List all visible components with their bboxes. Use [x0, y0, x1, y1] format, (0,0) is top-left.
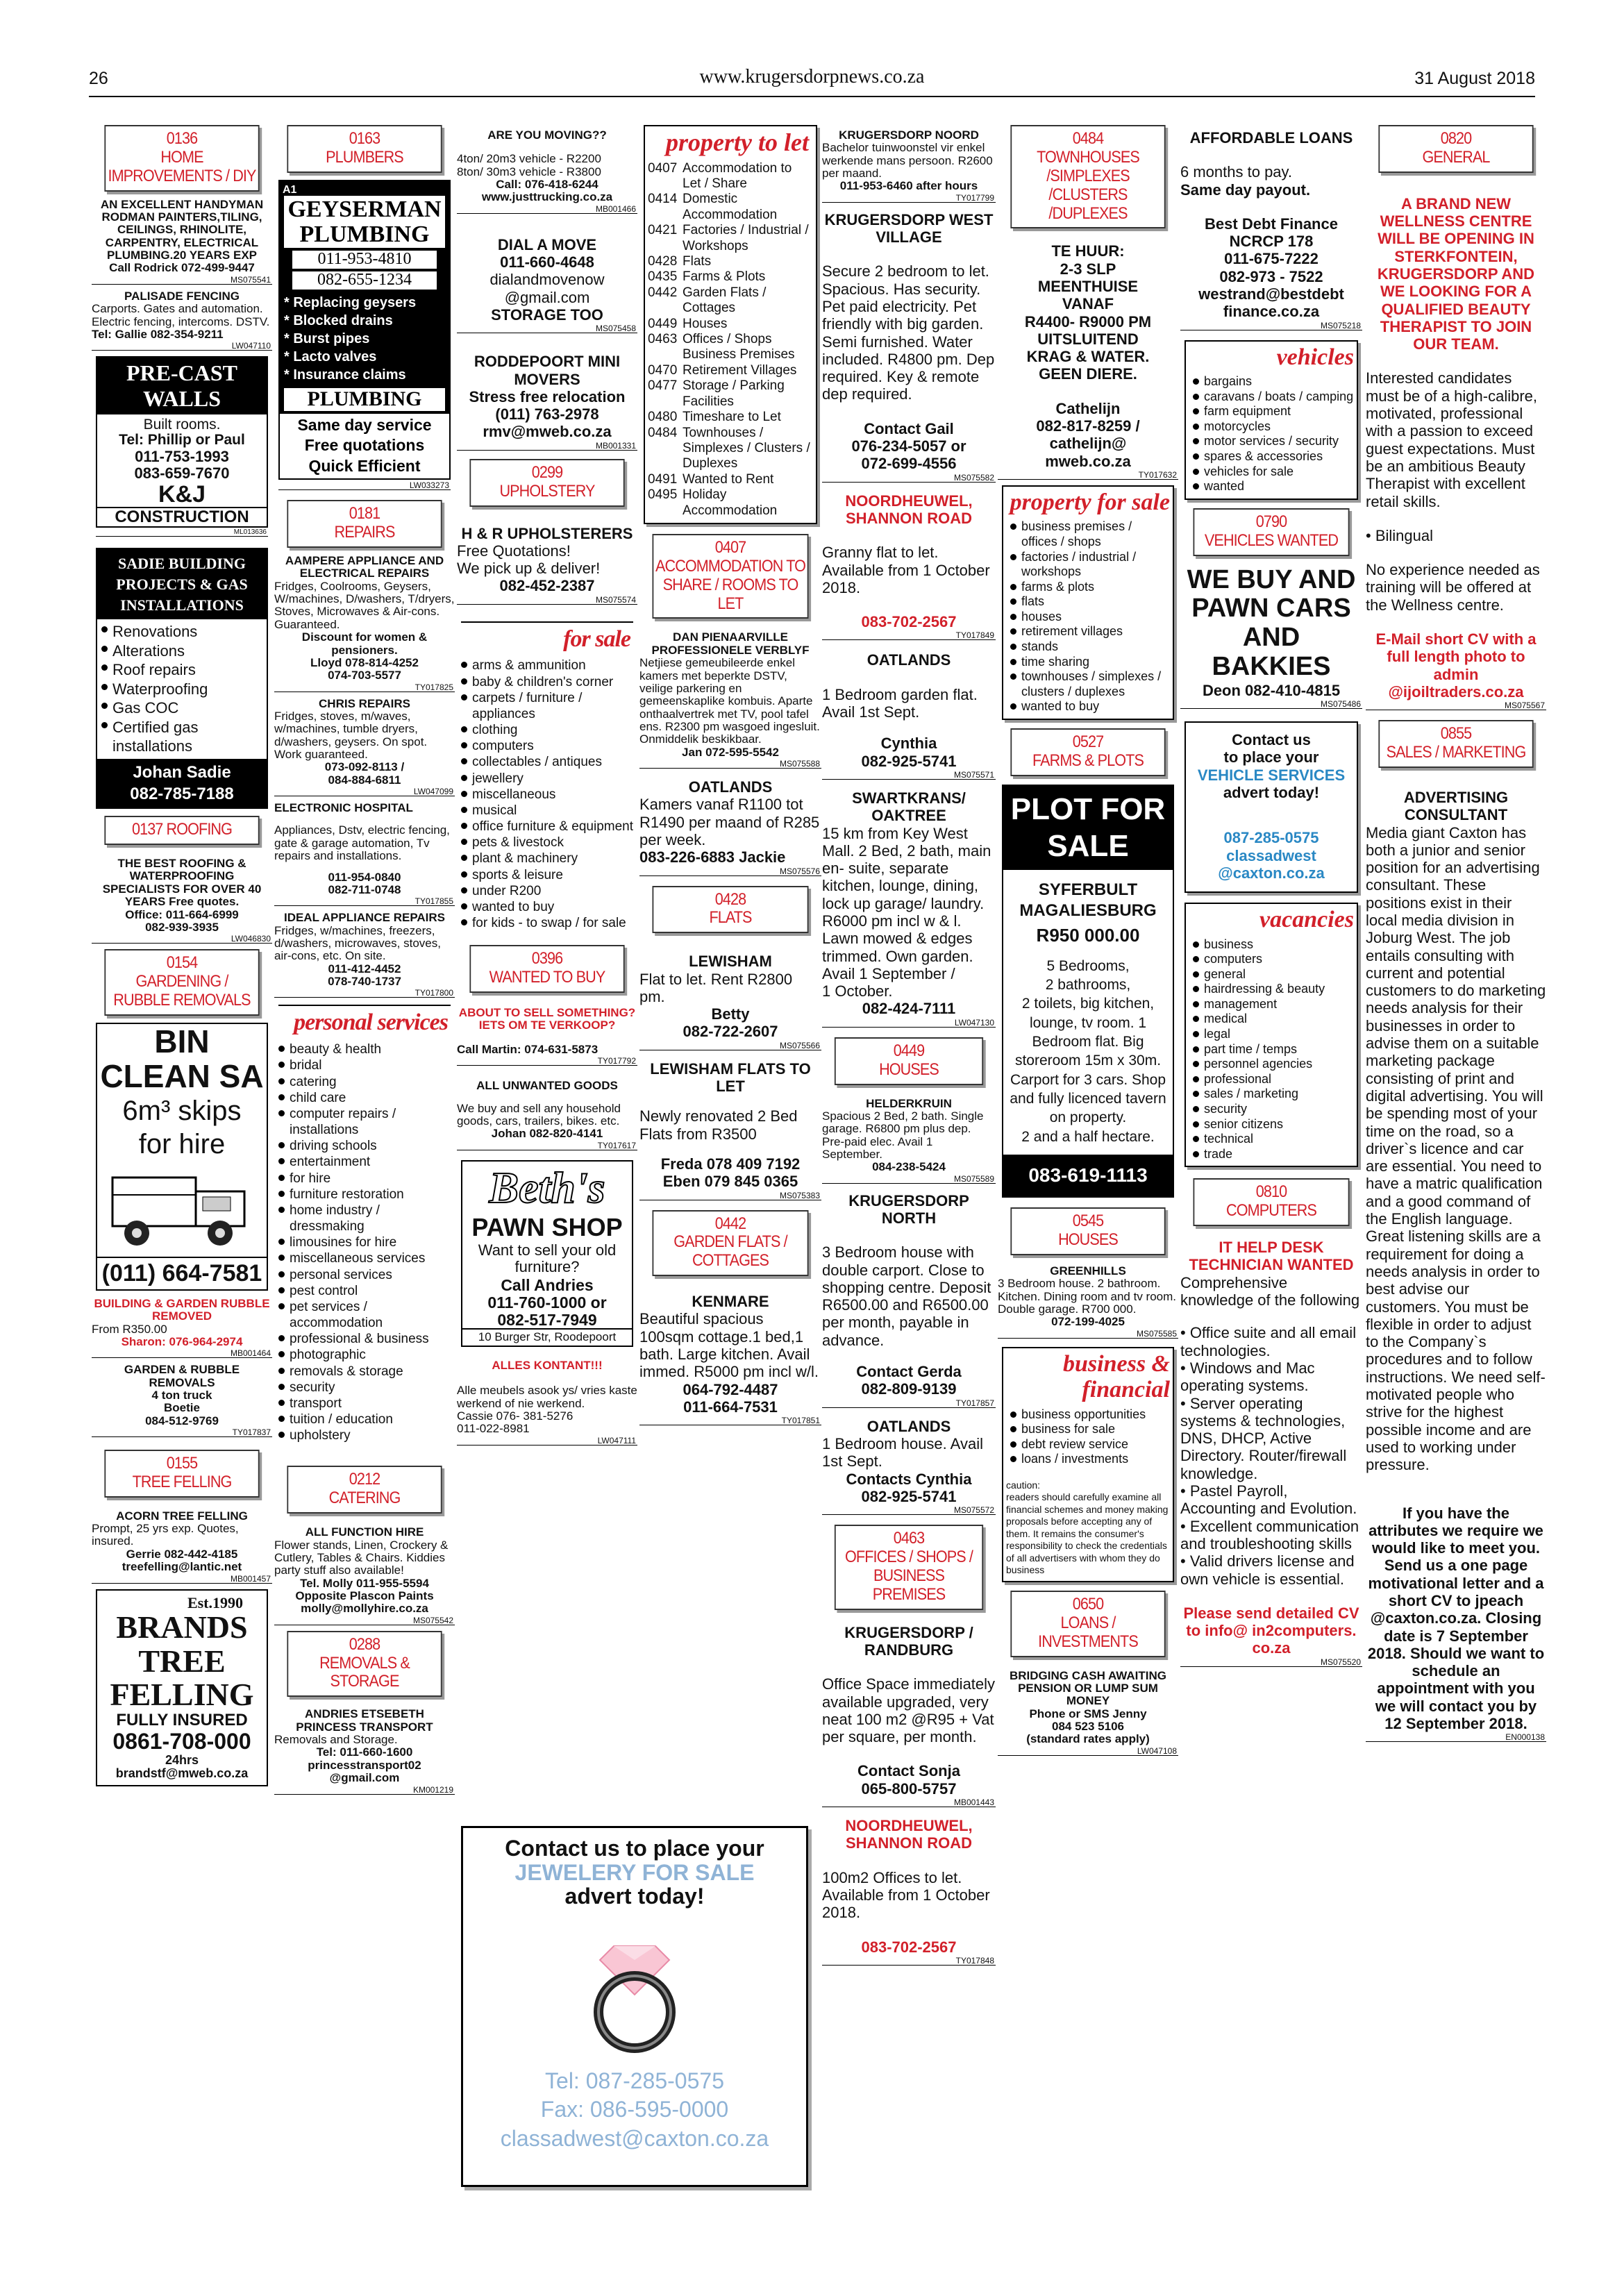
- classified-ad: KRUGERSDORP NORTH 3 Bedroom house with double carport. Close to shopping centre. Deposit R6500.00 and R6500.00 per month, payable in advance. Contact Gerda 082-809-9139 TY017857: [822, 1191, 994, 1408]
- classified-ad: KRUGERSDORP / RANDBURG Office Space immediately available upgraded, very neat 100 m2 @R95 + Vat per square, per month. Contact Sonja 065-800-5757 MB001443: [822, 1623, 996, 1808]
- category-header: 0442 GARDEN FLATS / COTTAGES: [653, 1210, 809, 1277]
- classified-ad: A BRAND NEW WELLNESS CENTRE WILL BE OPENING IN STERKFONTEIN, KRUGERSDORP AND WE LOOKING FOR A QUALIFIED BEAUTY THERAPIST TO JOIN OUR TEAM. Interested candidates must be of a high-calibre, motivated, professional with a passion to exceed guest expectations. Must be an ambitious Beauty Therapist with excellent retail skills. • Bilingual No experience needed as training will be offered at the Wellness centre. E-Mail short CV with a full length photo to admin @ijoiltraders.co.za MS075567: [1366, 194, 1545, 711]
- category-header: 0428 FLATS: [653, 886, 809, 934]
- category-header: 0163 PLUMBERS: [287, 125, 442, 173]
- column-1: 0136 HOME IMPROVEMENTS / DIY AN EXCELLENT HANDYMAN RODMAN PAINTERS,TILING, CEILINGS, RHINOLITE, CARPENTRY, ELECTRICAL PLUMBING.20 YEARS EXP Call Rodrick 072-499-9447 MS075541 PALISADE FENCING Carports. Gates and automation. Electric fencing, intercoms. DSTV. Tel: Gallie 082-354-9211 LW047110 PRE-CAST WALLS Built rooms. Tel: Phillip or Paul 011-753-1993 083-659-7670 K&J CONSTRUCTION ML013636 SADIE BUILDING PROJECTS & GAS INSTALLATIONS Renovations Alterations Roof repairs Waterproofing Gas COC Certified gas installations Johan Sadie 082-785-7188 0137 ROOFING THE BEST ROOFING & WATERPROOFING SPECIALISTS FOR OVER 40 YEARS Free quotes. Office: 011-664-6999 082-939-3935 LW046830 0154 GARDENING / RUBBLE REMOVALS BIN CLEAN SA 6m³ skips for hire (011) 664-7581 BUILDING & GARDEN RUBBLE REMOVED From R350.00 Sharon: 076-964-2974 MB001464 GARDEN & RUBBLE REMOVALS 4 ton truck Boetie 084-512-9769 TY017837 0155 TREE FELLING ACORN TREE FELLING Prompt, 25 yrs exp. Quotes, insured. Gerrie 082-442-4185 treefelling@lantic.net MB001457 Est.1990 BRANDS TREE FELLING FULLY INSURED 0861-708-000 24hrs brandstf@mweb.co.za: [92, 125, 272, 1793]
- classified-ad: OATLANDS 1 Bedroom house. Avail 1st Sept. Contacts Cynthia 082-925-5741 MS075572: [822, 1417, 994, 1516]
- category-header: 0449 HOUSES: [835, 1037, 983, 1085]
- display-ad-plot-for-sale: PLOT FOR SALE SYFERBULT MAGALIESBURG R950 000.00 5 Bedrooms, 2 bathrooms, 2 toilets, big kitchen, lounge, tv room. 1 Bedroom flat. Big storeroom 15m x 30m. Carport for 3 cars. Shop and fully licenced tavern on property. 2 and a half hectare. 083-619-1113: [1002, 785, 1174, 1198]
- category-header: 0527 FARMS & PLOTS: [1010, 728, 1165, 776]
- classified-ad: HELDERKRUIN Spacious 2 Bed, 2 bath. Single garage. R6800 pm plus dep. Pre-paid elec. Avail 1 September. 084-238-5424 MS075589: [822, 1096, 994, 1184]
- category-header: 0545 HOUSES: [1010, 1207, 1165, 1255]
- classified-ad: ARE YOU MOVING?? 4ton/ 20m3 vehicle - R2200 8ton/ 30m3 vehicle - R3800 Call: 076-418-6244 www.justtrucking.co.za MB001466: [457, 128, 636, 214]
- classified-ad: NOORDHEUWEL, SHANNON ROAD 100m2 Offices to let. Available from 1 October 2018. 083-702-2567 TY017848: [822, 1817, 994, 1966]
- category-header: 0212 CATERING: [287, 1466, 442, 1514]
- category-header: 0154 GARDENING / RUBBLE REMOVALS: [104, 949, 259, 1016]
- property-for-sale-index: property for sale business premises / offices / shops factories / industrial / workshops farms & plots flats houses retirement villages stands time sharing townhouses / simplexes / clusters / duplexes wanted to buy: [1002, 485, 1174, 720]
- classified-ad: PALISADE FENCING Carports. Gates and automation. Electric fencing, intercoms. DSTV. Tel: Gallie 082-354-9211 LW047110: [92, 289, 271, 351]
- classified-ad: TE HUUR: 2-3 SLP MEENTHUISE VANAF R4400- R9000 PM UITSLUITEND KRAG & WATER. GEEN DIERE. Cathelijn 082-817-8259 / cathelijn@ mweb.co.za TY017632: [998, 242, 1178, 480]
- category-header: 0155 TREE FELLING: [104, 1450, 259, 1498]
- classified-ad: ELECTRONIC HOSPITAL Appliances, Dstv, electric fencing, gate & garage automation, Tv repairs and installations. 011-954-0840 082-711-0748 TY017855: [274, 801, 453, 907]
- display-ad-brands: Est.1990 BRANDS TREE FELLING FULLY INSURED 0861-708-000 24hrs brandstf@mweb.co.za: [96, 1589, 268, 1786]
- section-index: arms & ammunition baby & children's corner carpets / furniture / appliances clothing computers collectables / antiques jewellery miscellaneous musical office furniture & equipment pets & livestock plant & machinery sports & leisure under R200 wanted to buy for kids - to swap / for sale: [457, 657, 637, 931]
- classified-ad: RODDEPOORT MINI MOVERS Stress free relocation (011) 763-2978 rmv@mweb.co.za MB001331: [457, 353, 637, 450]
- category-header: 0484 TOWNHOUSES /SIMPLEXES /CLUSTERS /DUPLEXES: [1010, 125, 1165, 228]
- classified-ad: LEWISHAM Flat to let. Rent R2800 pm. Betty 082-722-2607 MS075566: [639, 953, 820, 1050]
- classified-ad: ADVERTISING CONSULTANT Media giant Caxton has both a junior and senior position for an advertising consultant. These positions exist in their local media division in Joburg West. The job entails consulting with current and potential customers to do marketing needs analysis for their businesses in order to advise them on a suitable marketing package consisting of print and digital advertising. You will be spending most of your time on the road, so a driver`s licence and car are essential. You need to have a matric qualification and a good command of the English language. Great listening skills are a requirement for doing a needs analysis in order to best advise our customers. You must be flexible in order to adjust to the Company`s procedures and to follow instructions. We need self-motivated people who strive for the highest possible income and are used to working under pressure. If you have the attributes we require we would like to meet you. Send us a one page motivational letter and a short CV to jpeach @caxton.co.za. Closing date is 7 September 2018. Should we want to schedule an appointment with you we will contact you by 12 September 2018. EN000138: [1366, 788, 1546, 1743]
- category-header: 0820 GENERAL: [1378, 125, 1533, 173]
- section-index: beauty & health bridal catering child care computer repairs / installations driving schools entertainment for hire furniture restoration home industry / dressmaking limousines for hire miscellaneous services personal services pest control pet services / accommodation professional & business photographic removals & storage security transport tuition / education upholstery: [274, 1041, 455, 1443]
- category-header: 0650 LOANS / INVESTMENTS: [1010, 1591, 1165, 1657]
- display-ad-beths-pawn: Beth's PAWN SHOP Want to sell your old furniture? Call Andries 011-760-1000 or 082-517-7949 10 Burger Str, Roodepoort: [461, 1160, 633, 1347]
- classified-ad: DAN PIENAARVILLE PROFESSIONELE VERBLYF Netjiese gemeubileerde enkel kamers met beperkte DSTV, veilige parkering en gemeenskaplike kombuis. Aparte onthaalvertrek met TV, pool tafel ens. R2300 pm wasgoed ingesluit. Onmiddelik beskikbaar. Jan 072-595-5542 MS075588: [639, 630, 820, 769]
- classified-ad: IT HELP DESK TECHNICIAN WANTED Comprehensive knowledge of the following • Office suite and all email technologies. • Windows and Mac operating systems. • Server operating systems & technologies, DNS, DHCP, Active Directory. Router/firewall knowledge. • Pastel Payroll, Accounting and Evolution. • Excellent communication and troubleshooting skills • Valid drivers license and own vehicle is essential. Please send detailed CV to info@ in2computers. co.za MS075520: [1180, 1239, 1361, 1667]
- category-header: 0810 COMPUTERS: [1194, 1178, 1350, 1226]
- classified-ad: WE BUY AND PAWN CARS AND BAKKIES Deon 082-410-4815 MS075486: [1180, 566, 1362, 709]
- page-header: [89, 66, 1535, 97]
- section-index: 0407 Accommodation to Let / Share 0414 Domestic Accommodation 0421 Factories / Industrial / Workshops 0428 Flats 0435 Farms & Plots 0442 Garden Flats / Cottages 0449 Houses 0463 Offices / Shops Business Premises 0470 Retirement Villages 0477 Storage / Parking Facilities 0480 Timeshare to Let 0484 Townhouses / Simplexes / Clusters / Duplexes 0491 Wanted to Rent 0495 Holiday Accommodation: [648, 160, 810, 518]
- section-index: bargains caravans / boats / camping farm equipment motorcycles motor services / security spares & accessories vehicles for sale wanted: [1204, 374, 1354, 494]
- display-ad-precast: PRE-CAST WALLS Built rooms. Tel: Phillip or Paul 011-753-1993 083-659-7670 K&J CONSTRUCTION: [96, 356, 268, 528]
- display-ad-sadie: SADIE BUILDING PROJECTS & GAS INSTALLATIONS Renovations Alterations Roof repairs Waterproofing Gas COC Certified gas installations Johan Sadie 082-785-7188: [96, 548, 268, 809]
- classified-ad: OATLANDS Kamers vanaf R1100 tot R1490 per maand of R285 per week. 083-226-6883 Jackie MS075576: [639, 778, 820, 876]
- classified-ad: KRUGERSDORP WEST VILLAGE Secure 2 bedroom to let. Spacious. Has security. Pet paid electricity. Pet friendly with big garden. Semi furnished. Water included. R4800 pm. Dep required. Key & remote dep required. Contact Gail 076-234-5057 or 072-699-4556 MS075582: [822, 210, 995, 483]
- classified-ad: H & R UPHOLSTERERS Free Quotations! We pick up & deliver! 082-452-2387 MS075574: [457, 524, 636, 605]
- classified-ad: ALLES KONTANT!!! Alle meubels asook ys/ vries kaste werkend of nie werkend. Cassie 076- 381-5276 011-022-8981 LW047111: [457, 1358, 637, 1446]
- classified-ad: LEWISHAM FLATS TO LET Newly renovated 2 Bed Flats from R3500 Freda 078 409 7192 Eben 079 845 0365 MS075383: [639, 1059, 820, 1200]
- section-index: business opportunities business for sale debt review service loans / investments: [1006, 1407, 1170, 1467]
- category-header: 0288 REMOVALS & STORAGE: [287, 1631, 442, 1698]
- category-header: 0790 VEHICLES WANTED: [1194, 508, 1350, 556]
- category-header: 0463 OFFICES / SHOPS / BUSINESS PREMISES: [835, 1525, 983, 1610]
- vehicles-index: vehicles bargains caravans / boats / camping farm equipment motorcycles motor services / security spares & accessories vehicles for sale wanted: [1184, 340, 1358, 500]
- classified-ad: AFFORDABLE LOANS 6 months to pay. Same day payout. Best Debt Finance NCRCP 178 011-675-7222 082-973 - 7522 westrand@bestdebt finance.co.za MS075218: [1180, 129, 1361, 330]
- classified-ad: BRIDGING CASH AWAITING PENSION OR LUMP SUM MONEY Phone or SMS Jenny 084 523 5106 (standard rates apply) LW047108: [998, 1670, 1178, 1756]
- issue-date: 31 August 2018: [1414, 69, 1535, 88]
- display-ad-binclean: BIN CLEAN SA 6m³ skips for hire (011) 664-7581: [96, 1023, 268, 1291]
- column-6: [998, 125, 1178, 1761]
- classified-ad: ACORN TREE FELLING Prompt, 25 yrs exp. Quotes, insured. Gerrie 082-442-4185 treefelling@lantic.net MB001457: [92, 1509, 271, 1584]
- classified-ad: NOORDHEUWEL, SHANNON ROAD Granny flat to let. Available from 1 October 2018. 083-702-2567 TY017849: [822, 492, 994, 641]
- section-title: for sale: [461, 621, 633, 655]
- display-ad-geyserman: A1 GEYSERMAN PLUMBING 011-953-4810 082-655-1234 * Replacing geysers * Blocked drains * Burst pipes * Lacto valves * Insurance claims PLUMBING Same day service Free quotations Quick Efficient: [278, 180, 451, 480]
- category-header: 0855 SALES / MARKETING: [1378, 720, 1533, 768]
- classified-ad: SWARTKRANS/ OAKTREE 15 km from Key West Mall. 2 Bed, 2 bath, main en- suite, separate kitchen, lounge, dining, lock up garage/ laundry. R6000 pm incl w & l. Lawn mowed & edges trimmed. Own garden. Avail 1 September / 1 October. 082-424-7111 LW047130: [822, 789, 994, 1028]
- column-3: [457, 125, 637, 1451]
- category-header: 0299 UPHOLSTERY: [469, 459, 624, 507]
- classified-ad: AAMPERE APPLIANCE AND ELECTRICAL REPAIRS Fridges, Coolrooms, Geysers, W/machines, D/washers, T/dryers, Stoves, Microwaves & Air-cons. Guaranteed. Discount for women & pensioners. Lloyd 078-814-4252 074-703-5577 TY017825: [274, 554, 455, 692]
- classified-ad: KRUGERSDORP NOORD Bachelor tuinwoonstel vir enkel werkende mans persoon. R2600 per maand. 011-953-6460 after hours TY017799: [822, 128, 994, 203]
- classified-ad: IDEAL APPLIANCE REPAIRS Fridges, w/machines, freezers, d/washers, microwaves, stoves, air-cons, etc. On site. 011-412-4452 078-740-1737 TY017800: [274, 911, 453, 998]
- classified-ad: DIAL A MOVE 011-660-4648 dialandmovenow @gmail.com STORAGE TOO MS075458: [457, 236, 637, 333]
- section-title: personal services: [278, 1005, 451, 1039]
- section-index: business premises / offices / shops factories / industrial / workshops farms & plots flats houses retirement villages stands time sharing townhouses / simplexes / clusters / duplexes wanted to buy: [1006, 519, 1170, 714]
- classified-ad: OATLANDS 1 Bedroom garden flat. Avail 1st Sept. Cynthia 082-925-5741 MS075571: [822, 651, 994, 780]
- site-url[interactable]: www.krugersdorpnews.co.za: [699, 66, 925, 87]
- classified-ad: CHRIS REPAIRS Fridges, stoves, m/waves, w/machines, tumble dryers, d/washers, geysers. On spot. Work guaranteed. 073-092-8113 / 084-884-6811 LW047099: [274, 696, 453, 797]
- display-ad-vehicle-services: Contact us to place your VEHICLE SERVICES advert today! 087-285-0575 classadwest @caxton.co.za: [1184, 721, 1358, 893]
- column-7: [1180, 125, 1362, 1673]
- beths-logo: Beth's: [489, 1162, 605, 1212]
- classified-ad: THE BEST ROOFING & WATERPROOFING SPECIALISTS FOR OVER 40 YEARS Free quotes. Office: 011-664-6999 082-939-3935 LW046830: [92, 857, 272, 944]
- classified-ad: GARDEN & RUBBLE REMOVALS 4 ton truck Boetie 084-512-9769 TY017837: [92, 1364, 272, 1437]
- classified-ad: BUILDING & GARDEN RUBBLE REMOVED From R350.00 Sharon: 076-964-2974 MB001464: [92, 1296, 271, 1359]
- classified-ad: GREENHILLS 3 Bedroom house. 2 bathroom. Kitchen. Dining room and tv room. Double garage. R700 000. 072-199-4025 MS075585: [998, 1264, 1177, 1339]
- ring-icon: [565, 1918, 704, 2057]
- page-number: 26: [89, 69, 108, 88]
- business-financial-index: business & financial business opportunities business for sale debt review service loans / investments caution: readers should carefully examine all financial schemes and money making proposals before accepting any of them. It remains the consumer's responsibility to check the credentials of all advertisers with whom they do business: [1002, 1347, 1174, 1582]
- column-5: [822, 125, 996, 1971]
- section-index: business computers general hairdressing & beauty management medical legal part time / temps personnel agencies professional sales / marketing security senior citizens technical trade: [1189, 937, 1354, 1162]
- caution-note: caution: readers should carefully examine all financial schemes and money making proposals before accepting any of them. It remains the consumer's responsibility to check the credentials of all advertisers with whom they do business: [1006, 1479, 1169, 1576]
- category-header: 0181 REPAIRS: [287, 500, 442, 548]
- classified-ad: KENMARE Beautiful spacious 100sqm cottage.1 bed,1 bath. Large kitchen. Avail immed. R5000 pm incl w/l. 064-792-4487 011-664-7531 TY017851: [639, 1293, 820, 1426]
- classified-ad: ANDRIES ETSEBETH PRINCESS TRANSPORT Removals and Storage. Tel: 011-660-1600 princesstransport02 @gmail.com KM001219: [274, 1707, 453, 1795]
- classified-ad: AN EXCELLENT HANDYMAN RODMAN PAINTERS,TILING, CEILINGS, RHINOLITE, CARPENTRY, ELECTRICAL PLUMBING.20 YEARS EXP Call Rodrick 072-499-9447 MS075541: [92, 199, 272, 285]
- category-header: 0137 ROOFING: [104, 816, 259, 845]
- service-list: * Replacing geysers * Blocked drains * Burst pipes * Lacto valves * Insurance claims: [284, 295, 417, 383]
- column-2: 0163 PLUMBERS A1 GEYSERMAN PLUMBING 011-953-4810 082-655-1234 * Replacing geysers * Blocked drains * Burst pipes * Lacto valves * Insurance claims PLUMBING Same day service Free quotations Quick Efficient LW033273 0181 REPAIRS AAMPERE APPLIANCE AND ELECTRICAL REPAIRS Fridges, Coolrooms, Geysers, W/machines, D/washers, T/dryers, Stoves, Microwaves & Air-cons. Guaranteed. Discount for women & pensioners. Lloyd 078-814-4252 074-703-5577 TY017825 CHRIS REPAIRS Fridges, stoves, m/waves, w/machines, tumble dryers, d/washers, geysers. On spot. Work guaranteed. 073-092-8113 / 084-884-6811 LW047099 ELECTRONIC HOSPITAL Appliances, Dstv, electric fencing, gate & garage automation, Tv repairs and installations. 011-954-0840 082-711-0748 TY017855 IDEAL APPLIANCE REPAIRS Fridges, w/machines, freezers, d/washers, microwaves, stoves, air-cons, etc. On site. 011-412-4452 078-740-1737 TY017800 personal services beauty & health bridal catering child care computer repairs / installations driving schools entertainment for hire furniture restoration home industry / dressmaking limousines for hire miscellaneous services personal services pest control pet services / accommodation professional & business photographic removals & storage security transport tuition / education upholstery 0212 CATERING ALL FUNCTION HIRE Flower stands, Linen, Crockery & Cutlery, Tables & Chairs. Kiddies party stuff also available! Tel. Molly 011-955-5594 Opposite Plascon Paints molly@mollyhire.co.za MS075542 0288 REMOVALS & STORAGE ANDRIES ETSEBETH PRINCESS TRANSPORT Removals and Storage. Tel: 011-660-1600 princesstransport02 @gmail.com KM001219: [274, 125, 455, 1800]
- property-to-let-index: property to let 0407 Accommodation to Let / Share 0414 Domestic Accommodation 0421 Factories / Industrial / Workshops 0428 Flats 0435 Farms & Plots 0442 Garden Flats / Cottages 0449 Houses 0463 Offices / Shops Business Premises 0470 Retirement Villages 0477 Storage / Parking Facilities 0480 Timeshare to Let 0484 Townhouses / Simplexes / Clusters / Duplexes 0491 Wanted to Rent 0495 Holiday Accommodation: [644, 125, 817, 524]
- truck-icon: [99, 1164, 265, 1254]
- classified-ad: ABOUT TO SELL SOMETHING? IETS OM TE VERKOOP? Call Martin: 074-631-5873 TY017792: [457, 1006, 636, 1066]
- classified-ad: ALL FUNCTION HIRE Flower stands, Linen, Crockery & Cutlery, Tables & Chairs. Kiddies party stuff also available! Tel. Molly 011-955-5594 Opposite Plascon Paints molly@mollyhire.co.za MS075542: [274, 1525, 453, 1625]
- vacancies-index: vacancies business computers general hairdressing & beauty management medical legal part time / temps personnel agencies professional sales / marketing security senior citizens technical trade: [1184, 903, 1358, 1167]
- category-header: 0396 WANTED TO BUY: [469, 945, 624, 993]
- service-list: Renovations Alterations Roof repairs Waterproofing Gas COC Certified gas installations: [97, 619, 267, 759]
- jewellery-promo: Contact us to place your JEWELERY FOR SALE advert today! Tel: 087-285-0575 Fax: 086-595-0000 classadwest@caxton.co.za: [461, 1826, 808, 2187]
- category-header: 0407 ACCOMMODATION TO SHARE / ROOMS TO LET: [653, 534, 809, 619]
- classified-ad: ALL UNWANTED GOODS We buy and sell any household goods, cars, trailers, bikes. etc. Johan 082-820-4141 TY017617: [457, 1079, 636, 1150]
- column-8: [1366, 125, 1546, 1748]
- column-4: [639, 125, 821, 1431]
- category-header: 0136 HOME IMPROVEMENTS / DIY: [104, 125, 259, 192]
